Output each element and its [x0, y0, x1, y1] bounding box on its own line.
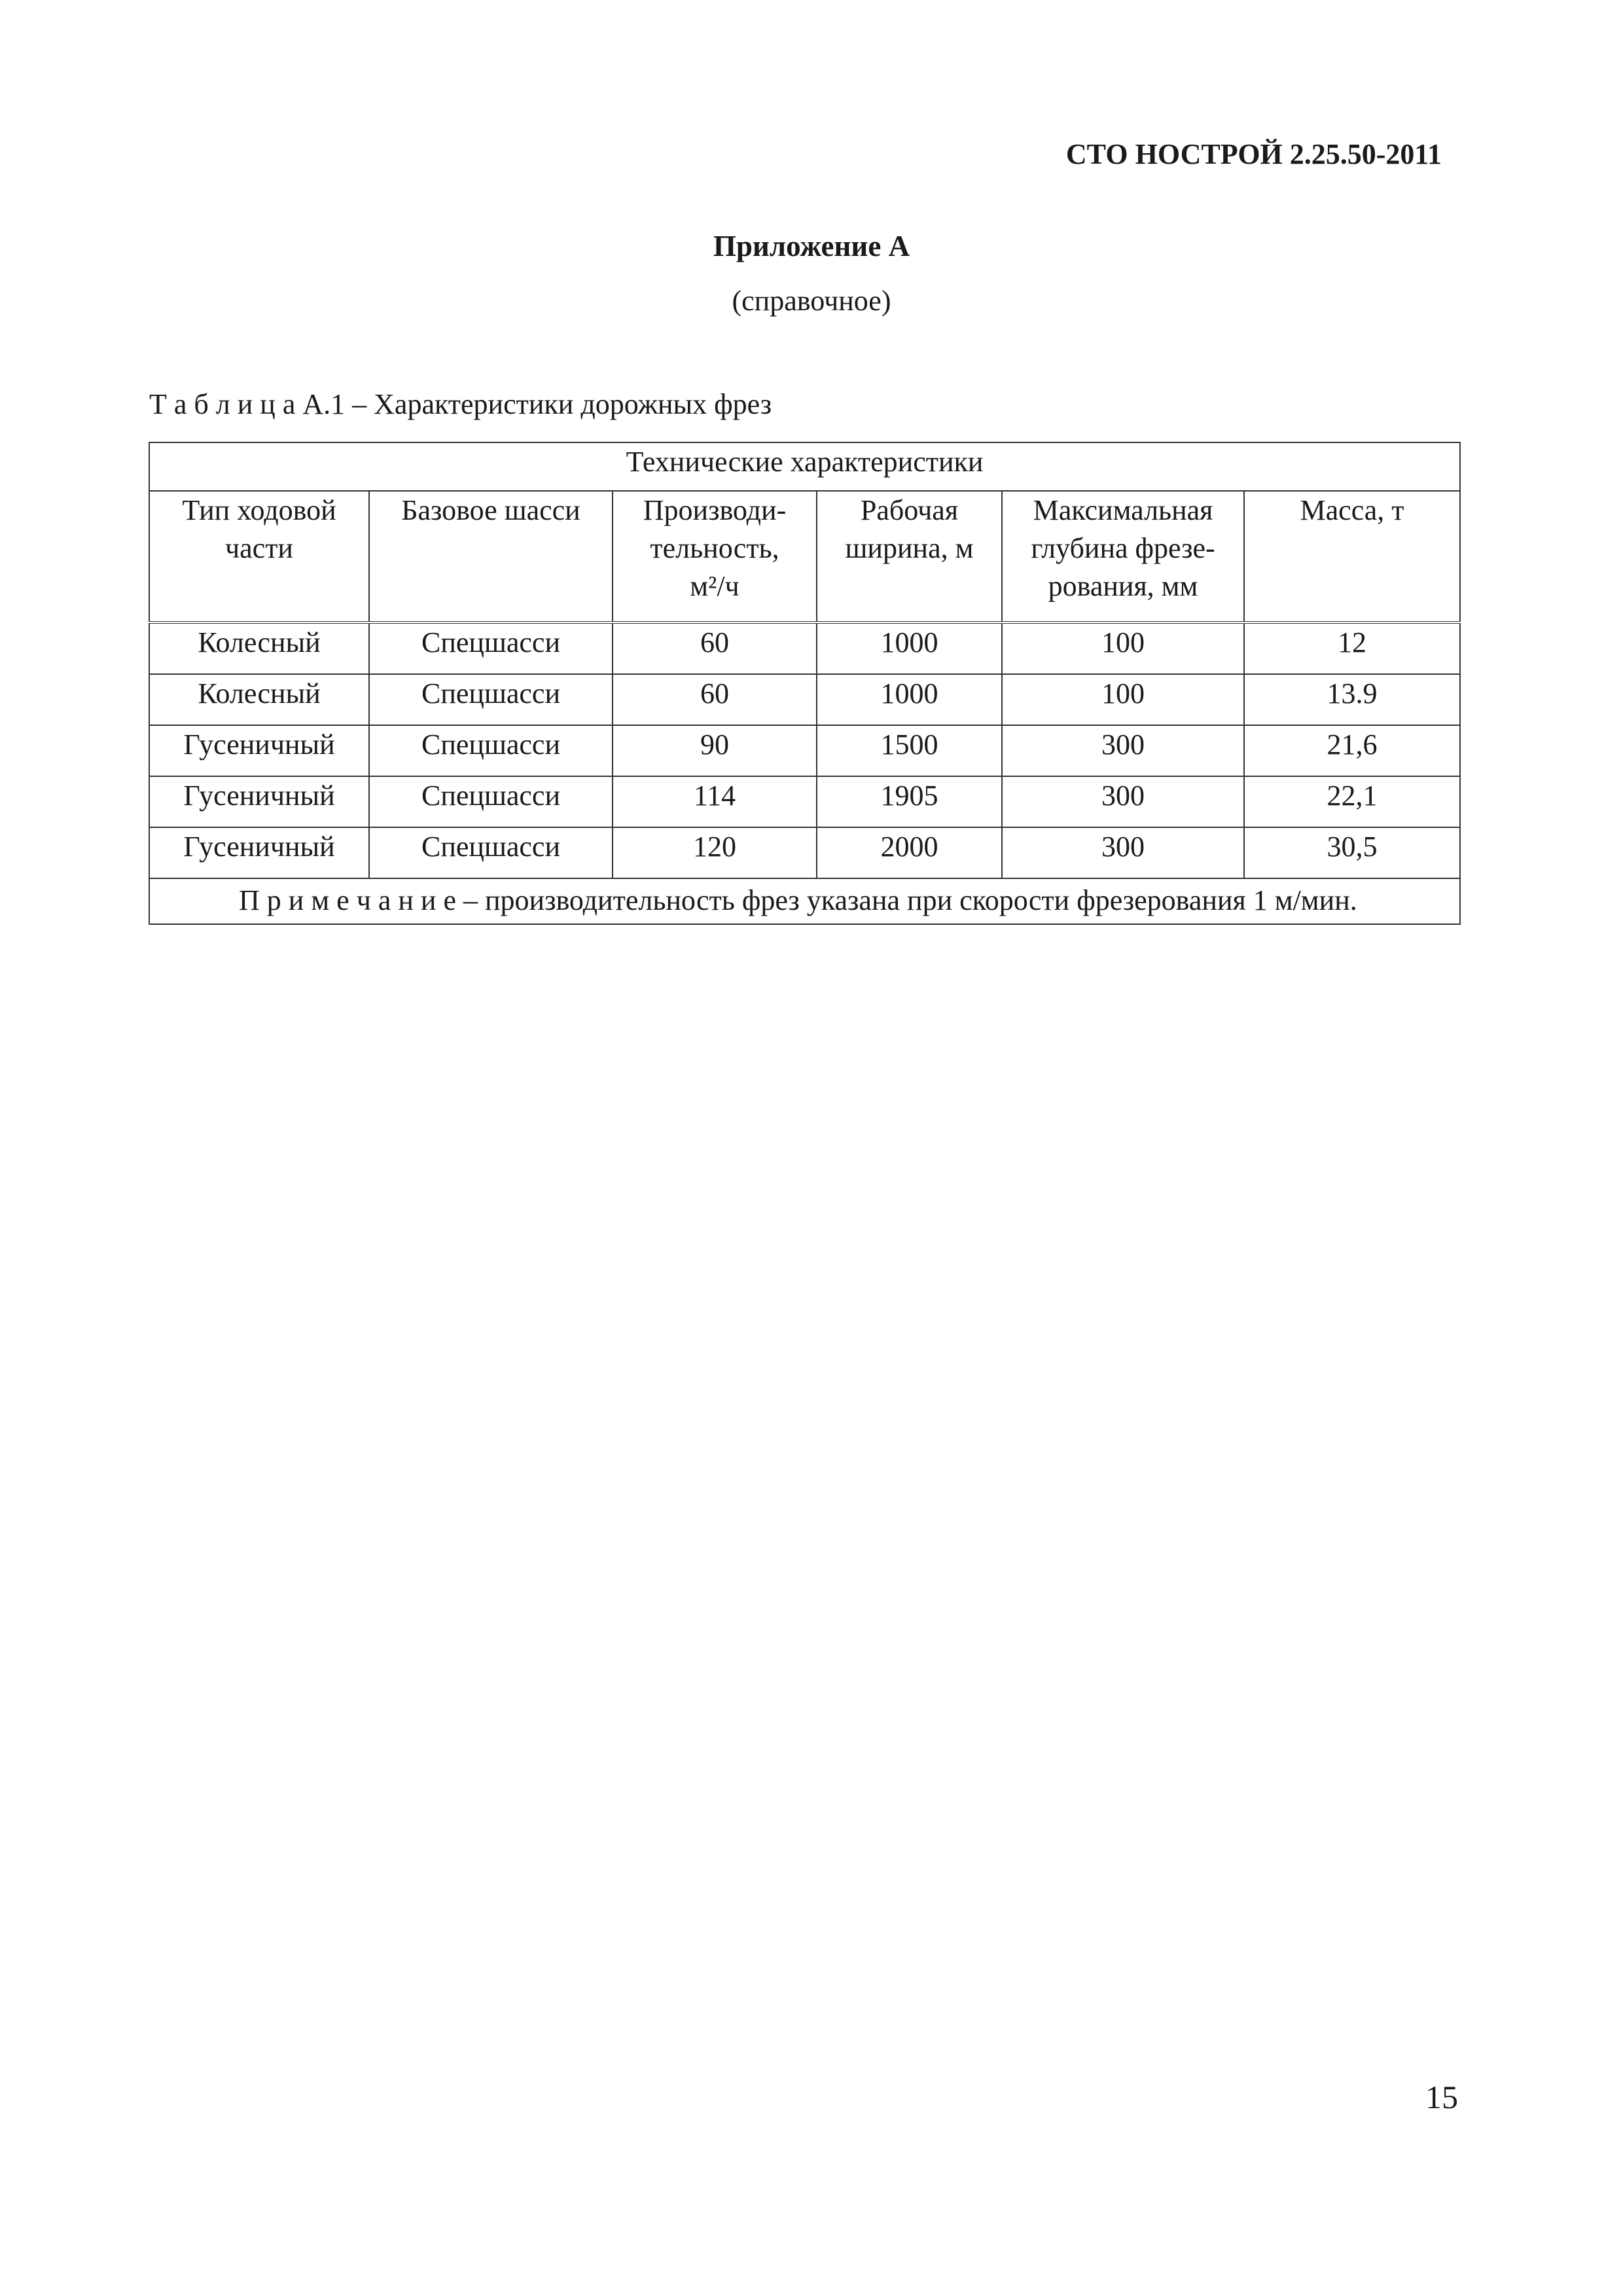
column-header-cell	[149, 491, 369, 622]
column-header-line: м²/ч	[690, 570, 740, 602]
column-header-line: Рабочая	[860, 494, 959, 526]
table-caption-label: Т а б л и ц а	[149, 388, 296, 420]
table-cell: 21,6	[1244, 725, 1460, 776]
column-header-line: Базовое шасси	[401, 494, 580, 526]
table-cell: 1000	[817, 674, 1002, 725]
table-cell: 90	[613, 725, 817, 776]
table-note-row	[149, 878, 1460, 924]
table-cell: Спецшасси	[369, 776, 613, 827]
column-header-cell	[1002, 491, 1244, 622]
column-header-cell	[369, 491, 613, 622]
table-cell: Гусеничный	[149, 725, 369, 776]
table-cell: Спецшасси	[369, 674, 613, 725]
column-header-cell	[1244, 491, 1460, 622]
document-code: СТО НОСТРОЙ 2.25.50-2011	[1065, 138, 1442, 170]
note-text: – производительность фрез указана при скорости фрезерования 1 м/мин.	[463, 884, 1357, 916]
page-number: 15	[1425, 2079, 1458, 2115]
table-cell: Спецшасси	[369, 622, 613, 674]
table-caption	[149, 387, 772, 421]
table-cell: 13.9	[1244, 674, 1460, 725]
table-column-header-row	[149, 491, 1460, 622]
table-cell: 1905	[817, 776, 1002, 827]
table-cell: 300	[1002, 725, 1244, 776]
column-header-cell	[613, 491, 817, 622]
table-note	[149, 878, 1460, 924]
table-cell: 300	[1002, 827, 1244, 878]
group-header-cell: Технические характеристики	[149, 442, 1460, 491]
column-header-cell	[817, 491, 1002, 622]
appendix-subtitle: (справочное)	[732, 285, 891, 317]
column-header-line: Масса, т	[1300, 494, 1404, 526]
table-cell: 60	[613, 622, 817, 674]
table-caption-text: А.1 – Характеристики дорожных фрез	[302, 388, 772, 420]
table-row	[149, 827, 1460, 878]
table-cell: Спецшасси	[369, 725, 613, 776]
table-cell: 100	[1002, 622, 1244, 674]
table-cell: 120	[613, 827, 817, 878]
table-cell: 1500	[817, 725, 1002, 776]
table-cell: Спецшасси	[369, 827, 613, 878]
table-row	[149, 674, 1460, 725]
table-cell: 22,1	[1244, 776, 1460, 827]
column-header-line: рования, мм	[1048, 570, 1198, 602]
column-header-line: части	[225, 532, 293, 564]
table-cell: 30,5	[1244, 827, 1460, 878]
table-cell: 100	[1002, 674, 1244, 725]
column-header-line: тельность,	[650, 532, 779, 564]
column-header-line: Максимальная	[1033, 494, 1213, 526]
table-cell: Гусеничный	[149, 776, 369, 827]
column-header-line: Тип ходовой	[182, 494, 336, 526]
table-cell: 60	[613, 674, 817, 725]
column-header-line: глубина фрезе-	[1031, 532, 1215, 564]
table-cell: 114	[613, 776, 817, 827]
table-cell: Колесный	[149, 622, 369, 674]
table-row	[149, 622, 1460, 674]
table-cell: 2000	[817, 827, 1002, 878]
column-header-line: ширина, м	[845, 532, 974, 564]
table-cell: 1000	[817, 622, 1002, 674]
table-row	[149, 776, 1460, 827]
note-label: П р и м е ч а н и е	[239, 884, 456, 916]
table-group-header-row	[149, 442, 1460, 491]
table-cell: Гусеничный	[149, 827, 369, 878]
table-row	[149, 725, 1460, 776]
table-cell: 12	[1244, 622, 1460, 674]
characteristics-table	[149, 442, 1461, 925]
table-cell: Колесный	[149, 674, 369, 725]
column-header-line: Производи-	[643, 494, 787, 526]
appendix-title: Приложение А	[713, 230, 910, 262]
table-cell: 300	[1002, 776, 1244, 827]
